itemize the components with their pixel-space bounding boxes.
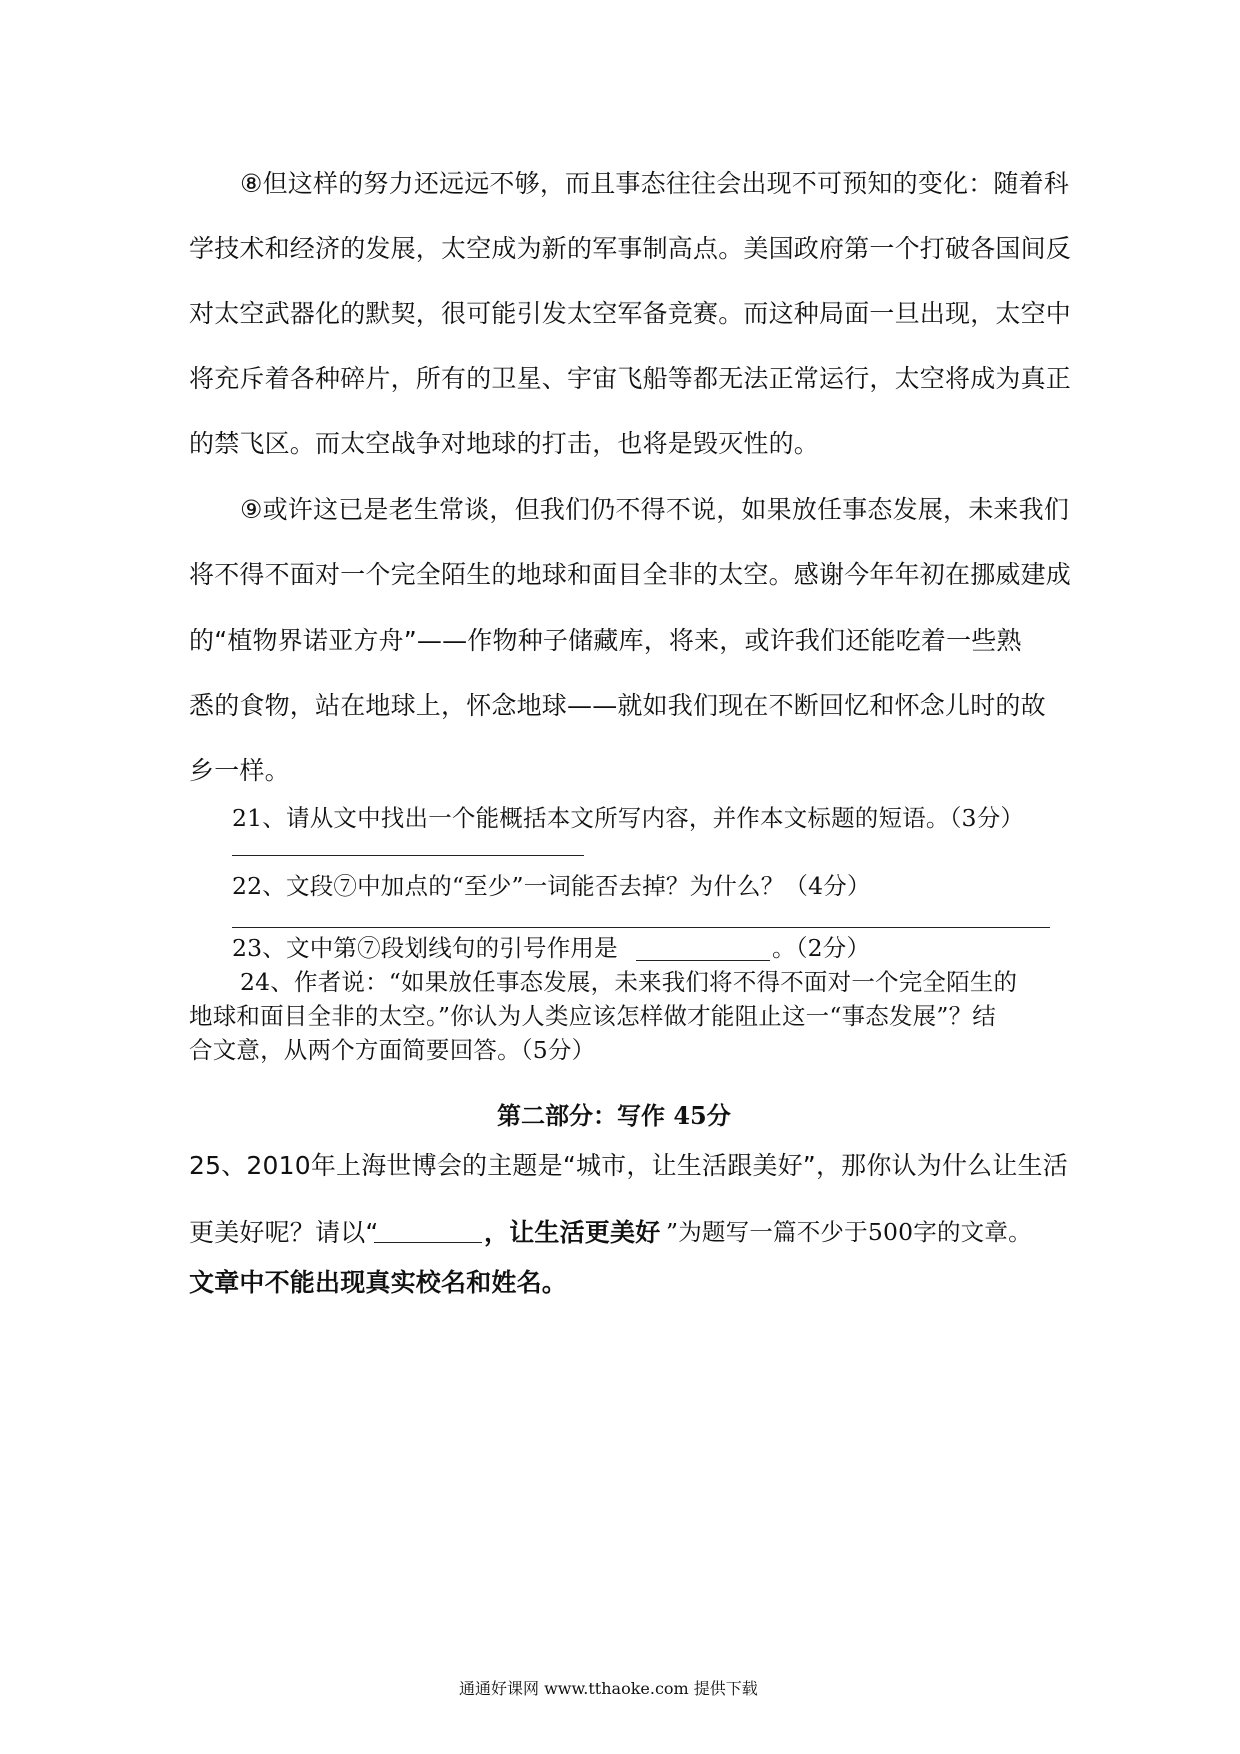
question-25-line-2-c: ”为题写一篇不少于500字的文章。 xyxy=(666,1218,1032,1246)
passage-p9-line-4: 悉的食物，站在地球上，怀念地球——就如我们现在不断回忆和怀念儿时的故 xyxy=(189,691,1046,720)
answer-blank-23[interactable] xyxy=(636,960,770,961)
question-25-line-2-b: ，让生活更美好 xyxy=(484,1218,661,1247)
part2-heading: 第二部分：写作 45分 xyxy=(497,1101,731,1130)
passage-p8-line-1: ⑧但这样的努力还远远不够，而且事态往往会出现不可预知的变化：随着科 xyxy=(240,169,1070,198)
answer-line-21[interactable] xyxy=(232,855,584,856)
question-23-prefix: 23、文中第⑦段划线句的引号作用是 xyxy=(232,934,618,962)
question-24-line-2: 地球和面目全非的太空。”你认为人类应该怎样做才能阻止这一“事态发展”？结 xyxy=(189,1002,996,1030)
question-24-line-3: 合文意，从两个方面简要回答。（5分） xyxy=(189,1036,596,1064)
passage-p9-line-3: 的“植物界诺亚方舟”——作物种子储藏库，将来，或许我们还能吃着一些熟 xyxy=(189,626,1022,655)
question-25-line-1: 25、2010年上海世博会的主题是“城市，让生活跟美好”，那你认为什么让生活 xyxy=(189,1151,1068,1180)
passage-p8-line-2: 学技术和经济的发展，太空成为新的军事制高点。美国政府第一个打破各国间反 xyxy=(189,234,1072,263)
passage-p9-line-1: ⑨或许这已是老生常谈，但我们仍不得不说，如果放任事态发展，未来我们 xyxy=(240,495,1070,524)
answer-line-22[interactable] xyxy=(232,927,1050,928)
question-24-line-1: 24、作者说：“如果放任事态发展，未来我们将不得不面对一个完全陌生的 xyxy=(240,968,1018,996)
passage-p8-line-5: 的禁飞区。而太空战争对地球的打击，也将是毁灭性的。 xyxy=(189,429,820,458)
question-22: 22、文段⑦中加点的“至少”一词能否去掉？为什么？（4分） xyxy=(232,872,871,900)
passage-p8-line-4: 将充斥着各种碎片，所有的卫星、宇宙飞船等都无法正常运行，太空将成为真正 xyxy=(189,364,1072,393)
passage-p9-line-2: 将不得不面对一个完全陌生的地球和面目全非的太空。感谢今年年初在挪威建成 xyxy=(189,560,1072,589)
passage-p9-line-5: 乡一样。 xyxy=(189,756,290,785)
question-23-suffix: 。（2分） xyxy=(772,934,871,962)
passage-p8-line-3: 对太空武器化的默契，很可能引发太空军备竞赛。而这种局面一旦出现，太空中 xyxy=(189,299,1072,328)
question-25-line-2-a: 更美好呢？请以“ xyxy=(189,1218,379,1247)
essay-title-blank[interactable] xyxy=(374,1242,482,1243)
question-21: 21、请从文中找出一个能概括本文所写内容，并作本文标题的短语。（3分） xyxy=(232,804,1025,832)
question-25-line-3: 文章中不能出现真实校名和姓名。 xyxy=(189,1268,568,1297)
page-footer: 通通好课网 www.tthaoke.com 提供下载 xyxy=(459,1679,758,1698)
